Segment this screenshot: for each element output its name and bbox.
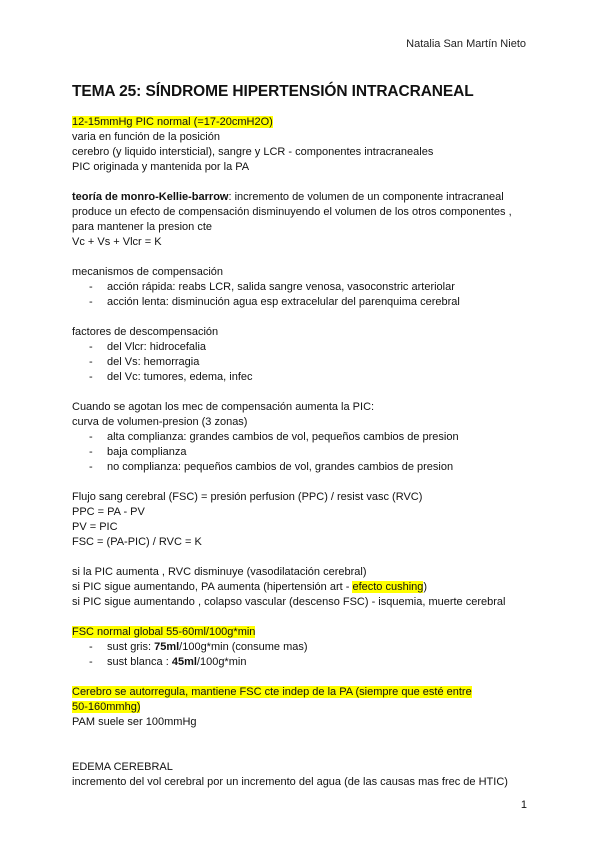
section-aumento-pic bbox=[72, 565, 542, 610]
list-item: - baja complianza bbox=[89, 445, 542, 460]
autorregula-highlight: Cerebro se autorregula, mantiene FSC cte indep de la PA (siempre que esté entre bbox=[72, 686, 472, 698]
section-compensacion bbox=[72, 265, 542, 310]
list-item: - del Vs: hemorragia bbox=[89, 355, 542, 370]
pic-line: cerebro (y liquido intersticial), sangre y LCR - componentes intracraneales bbox=[72, 146, 434, 158]
pic-line: PIC originada y mantenida por la PA bbox=[72, 161, 250, 173]
pic-normal-highlight: 12-15mmHg PIC normal (=17-20cmH2O) bbox=[72, 116, 273, 128]
document-body bbox=[72, 115, 542, 790]
monro-theory-term: teoría de monro-Kellie-barrow bbox=[72, 191, 229, 203]
section-autorregulacion bbox=[72, 685, 542, 730]
curva-line: Cuando se agotan los mec de compensación aumenta la PIC: bbox=[72, 401, 375, 413]
page-title: TEMA 25: SÍNDROME HIPERTENSIÓN INTRACRANEAL bbox=[72, 83, 474, 100]
edema-line: incremento del vol cerebral por un incremento del agua (de las causas mas frec de HTIC) bbox=[72, 776, 508, 788]
list-item: - alta complianza: grandes cambios de vol, pequeños cambios de presion bbox=[89, 430, 542, 445]
fsc-normal-highlight: FSC normal global 55-60ml/100g*min bbox=[72, 626, 256, 638]
flujo-line: PPC = PA - PV bbox=[72, 506, 145, 518]
aumento-line-text: si PIC sigue aumentando, PA aumenta (hipertensión art - bbox=[72, 581, 353, 593]
monro-line: para mantener la presion cte bbox=[72, 221, 213, 233]
section-flujo bbox=[72, 490, 542, 550]
section-monro-kellie bbox=[72, 190, 542, 250]
list-item: - no complianza: pequeños cambios de vol, grandes cambios de presion bbox=[89, 460, 542, 475]
flujo-line: FSC = (PA-PIC) / RVC = K bbox=[72, 536, 202, 548]
fsc-item-text: /100g*min bbox=[196, 656, 247, 668]
curva-list bbox=[72, 430, 542, 475]
pic-line: varia en función de la posición bbox=[72, 131, 220, 143]
descompensacion-list bbox=[72, 340, 542, 385]
fsc-item-text: sust gris: bbox=[107, 641, 155, 653]
autorregula-highlight: 50-160mmhg) bbox=[72, 701, 141, 713]
author-name: Natalia San Martín Nieto bbox=[406, 38, 526, 50]
list-item: - del Vlcr: hidrocefalia bbox=[89, 340, 542, 355]
monro-line: produce un efecto de compensación disminuyendo el volumen de los otros componentes , bbox=[72, 206, 512, 218]
aumento-line-text: ) bbox=[423, 581, 428, 593]
fsc-list bbox=[72, 640, 542, 670]
list-item bbox=[89, 640, 542, 655]
aumento-line: si PIC sigue aumentando , colapso vascular (descenso FSC) - isquemia, muerte cerebral bbox=[72, 596, 506, 608]
section-descompensacion bbox=[72, 325, 542, 385]
flujo-line: PV = PIC bbox=[72, 521, 118, 533]
pam-line: PAM suele ser 100mmHg bbox=[72, 716, 197, 728]
fsc-item-value: 75ml bbox=[154, 641, 180, 653]
section-edema bbox=[72, 760, 542, 790]
flujo-line: Flujo sang cerebral (FSC) = presión perfusion (PPC) / resist vasc (RVC) bbox=[72, 491, 423, 503]
fsc-item-text: sust blanca : bbox=[107, 656, 172, 668]
page-number: 1 bbox=[520, 799, 527, 811]
list-item: - acción rápida: reabs LCR, salida sangre venosa, vasoconstric arteriolar bbox=[89, 280, 542, 295]
fsc-item-value: 45ml bbox=[171, 656, 197, 668]
section-fsc bbox=[72, 625, 542, 670]
monro-formula: Vc + Vs + Vlcr = K bbox=[72, 236, 162, 248]
edema-heading: EDEMA CEREBRAL bbox=[72, 761, 173, 773]
list-item bbox=[89, 655, 542, 670]
section-curva bbox=[72, 400, 542, 475]
descompensacion-heading: factores de descompensación bbox=[72, 326, 219, 338]
section-pic bbox=[72, 115, 542, 175]
fsc-item-text: /100g*min (consume mas) bbox=[179, 641, 308, 653]
efecto-cushing-highlight: efecto cushing bbox=[352, 581, 424, 593]
curva-line: curva de volumen-presion (3 zonas) bbox=[72, 416, 248, 428]
compensacion-heading: mecanismos de compensación bbox=[72, 266, 224, 278]
monro-theory-text: : incremento de volumen de un componente intracraneal bbox=[228, 191, 504, 203]
list-item: - acción lenta: disminución agua esp extracelular del parenquima cerebral bbox=[89, 295, 542, 310]
list-item: - del Vc: tumores, edema, infec bbox=[89, 370, 542, 385]
compensacion-list bbox=[72, 280, 542, 310]
aumento-line: si la PIC aumenta , RVC disminuye (vasodilatación cerebral) bbox=[72, 566, 367, 578]
